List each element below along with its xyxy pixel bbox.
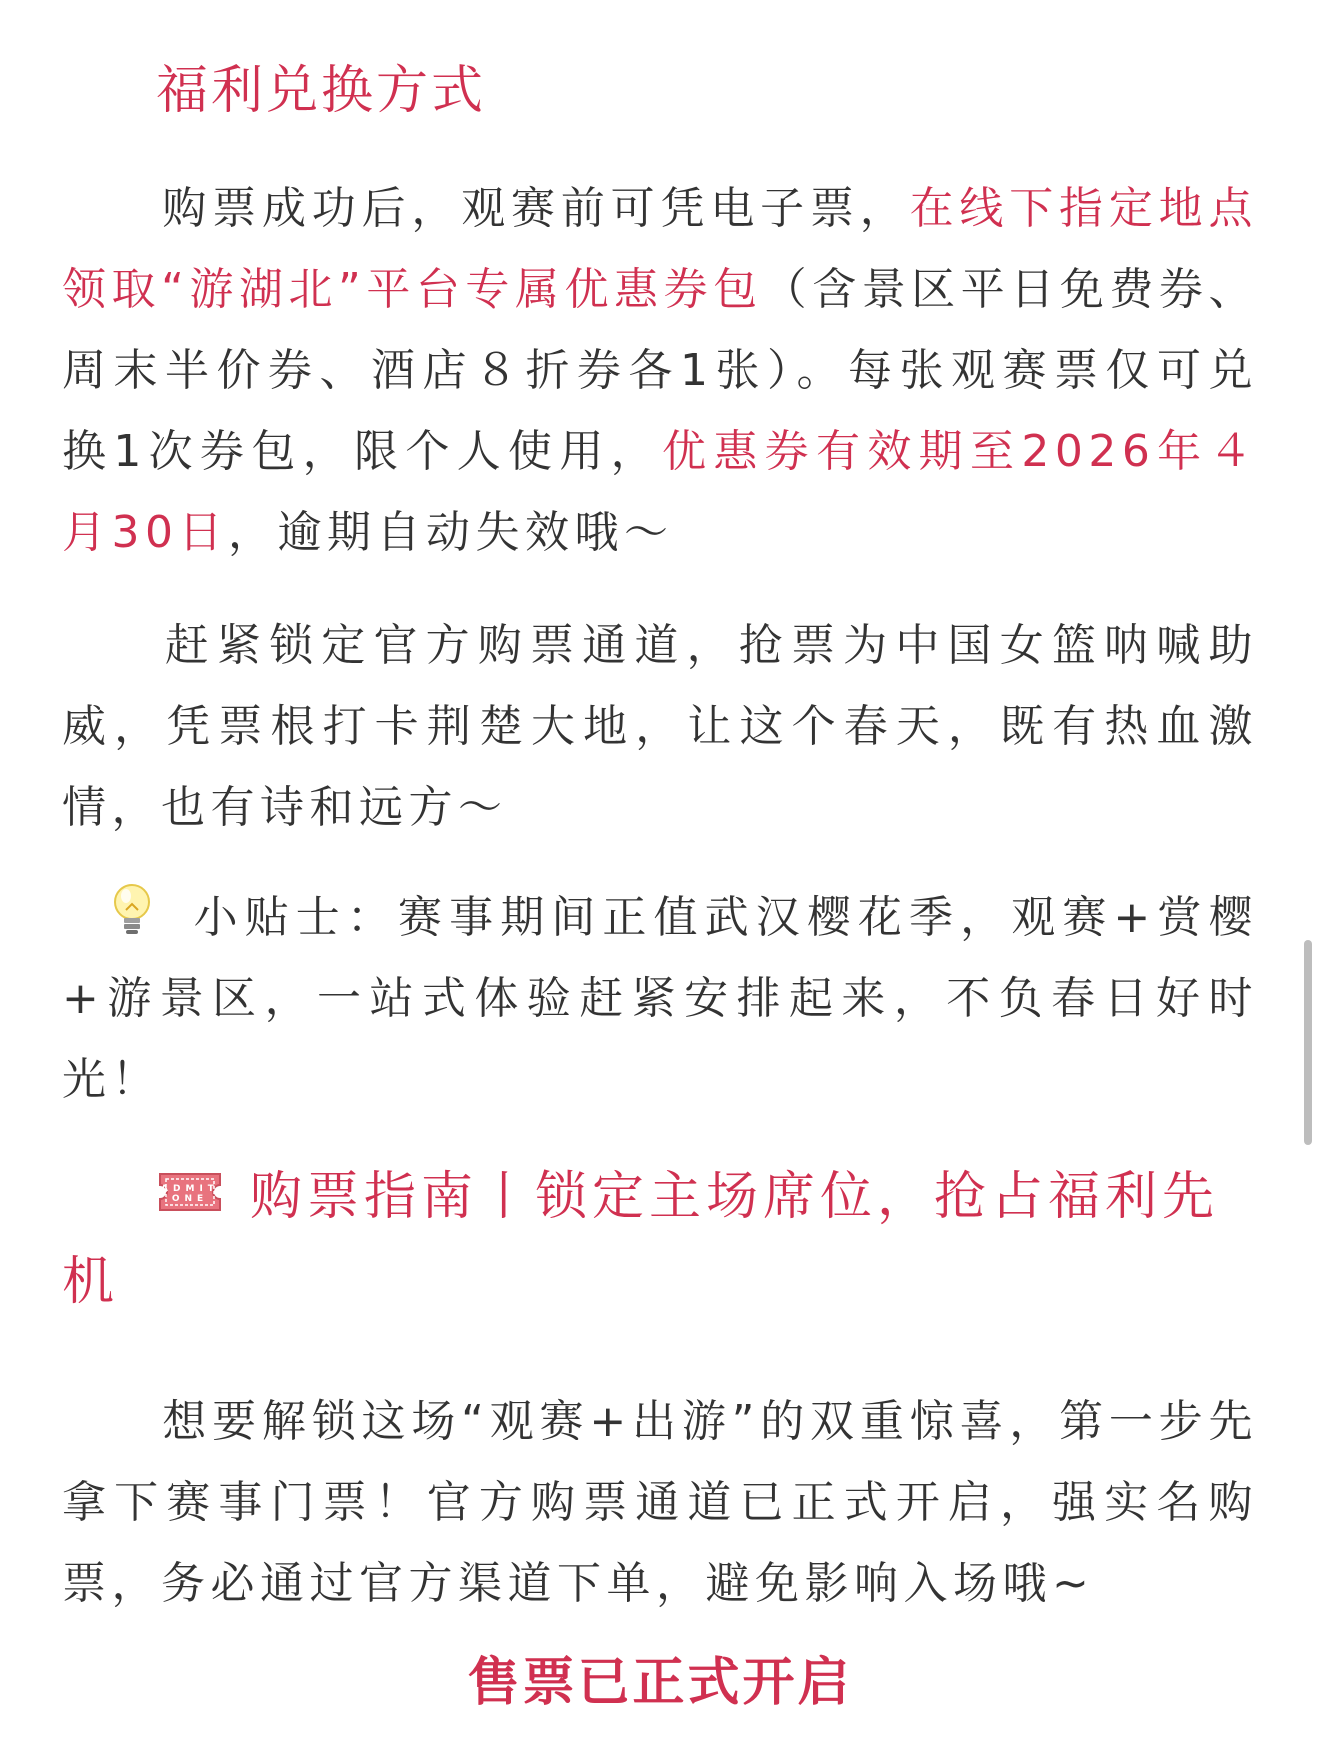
highlight-pickup-location: 在线下指定地点领取“游湖北”平台专属优惠券包 <box>62 183 1259 315</box>
paragraph-text: 赶紧锁定官方购票通道，抢票为中国女篮呐喊助威，凭票根打卡荆楚大地，让这个春天，既有热血激情，也有诗和远方～ <box>62 620 1258 833</box>
ticket-text-one: ONE <box>171 1194 209 1204</box>
tip-label: 小贴士 <box>192 892 347 943</box>
paragraph-exchange-details <box>62 168 1258 573</box>
tip-paragraph <box>62 877 1258 1120</box>
ticket-text-admit: ADMIT <box>161 1184 219 1194</box>
paragraph-text: 购票成功后，观赛前可凭电子票， <box>162 183 910 234</box>
highlight-validity-date: 优惠券有效期至2026年４月30日 <box>62 426 1258 558</box>
light-bulb-icon <box>102 880 162 940</box>
paragraph-text: 想要解锁这场“观赛+出游”的双重惊喜，第一步先拿下赛事门票！官方购票通道已正式开启，强实名购票，务必通过官方渠道下单，避免影响入场哦~ <box>62 1396 1258 1609</box>
paragraph-text: （含景区平日免费券、周末半价券、酒店８折券各1张）。每张观赛票仅可兑换1次券包，限个人使用， <box>62 264 1258 477</box>
admit-one-ticket-icon <box>158 1172 222 1212</box>
section-title-ticket-guide <box>62 1155 1258 1325</box>
section-title-sales-open: 售票已正式开启 <box>467 1653 853 1713</box>
section-title-benefit-exchange: 福利兑换方式 <box>156 61 487 121</box>
tip-text: ：赛事期间正值武汉樱花季，观赛+赏樱+游景区，一站式体验赶紧安排起来，不负春日好时光！ <box>62 892 1258 1105</box>
paragraph-call-to-action <box>62 605 1258 848</box>
ticket-guide-title: 购票指南丨锁定主场席位，抢占福利先机 <box>62 1167 1220 1312</box>
paragraph-purchase-info <box>62 1381 1258 1624</box>
scrollbar[interactable] <box>1304 940 1312 1145</box>
paragraph-text: ，逾期自动失效哦～ <box>228 507 674 558</box>
